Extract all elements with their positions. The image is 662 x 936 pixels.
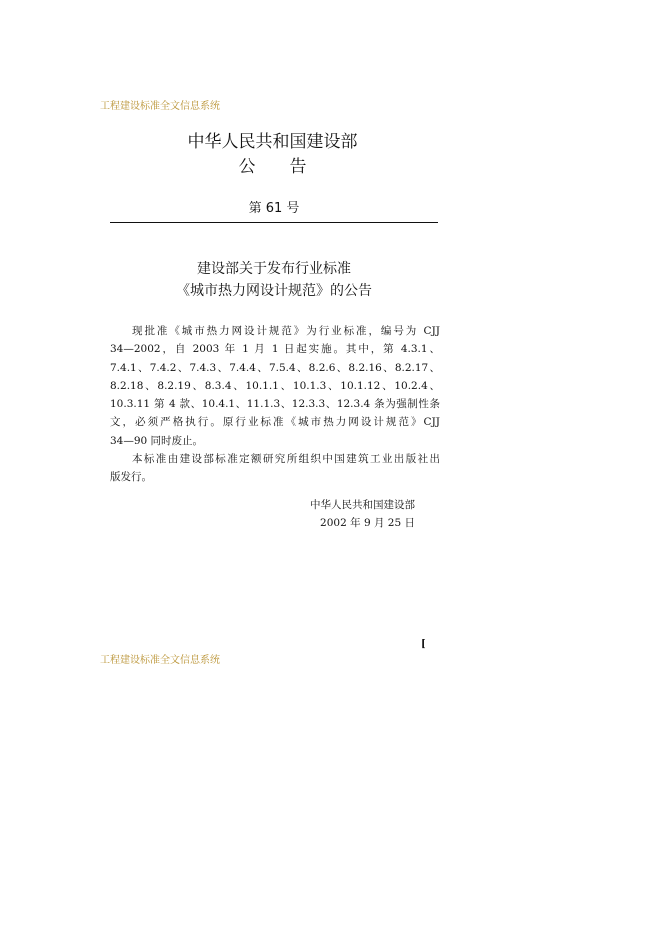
body-line: 7.4.1、7.4.2、7.4.3、7.4.4、7.5.4、8.2.6、8.2.16、8.2.17、 [110, 361, 440, 374]
issuing-organization: 中华人民共和国建设部 [187, 132, 358, 152]
body-line: 文，必须严格执行。原行业标准《城市热力网设计规范》CJJ [110, 416, 440, 429]
body-line: 10.3.11 第 4 款、10.4.1、11.1.3、12.3.3、12.3.4 条为强制性条 [110, 398, 440, 411]
body-line: 34—2002，自 2003 年 1 月 1 日起实施。其中，第 4.3.1、 [110, 343, 440, 356]
body-line: 现批准《城市热力网设计规范》为行业标准，编号为 CJJ [132, 325, 440, 337]
body-line: 版发行。 [110, 471, 152, 484]
body-line: 8.2.18、8.2.19、8.3.4、10.1.1、10.1.3、10.1.12、10.2.4、 [110, 379, 440, 392]
announcement-number: 第 61 号 [248, 201, 300, 216]
title-line-2: 《城市热力网设计规范》的公告 [176, 283, 372, 299]
body-line: 本标准由建设部标准定额研究所组织中国建筑工业出版社出 [132, 453, 440, 466]
signature-block [310, 496, 415, 532]
document-type: 公 告 [238, 157, 307, 177]
announcement-body [110, 322, 440, 487]
watermark-bottom: 工程建设标准全文信息系统 [100, 655, 220, 666]
title-line-1: 建设部关于发布行业标准 [197, 261, 351, 277]
watermark-top: 工程建设标准全文信息系统 [100, 101, 220, 112]
header-divider [110, 222, 438, 223]
signature-date: 2002 年 9 月 25 日 [320, 517, 415, 529]
body-line: 34—90 同时废止。 [110, 434, 204, 447]
signature-org: 中华人民共和国建设部 [310, 499, 415, 511]
page-mark: [ [421, 639, 426, 650]
